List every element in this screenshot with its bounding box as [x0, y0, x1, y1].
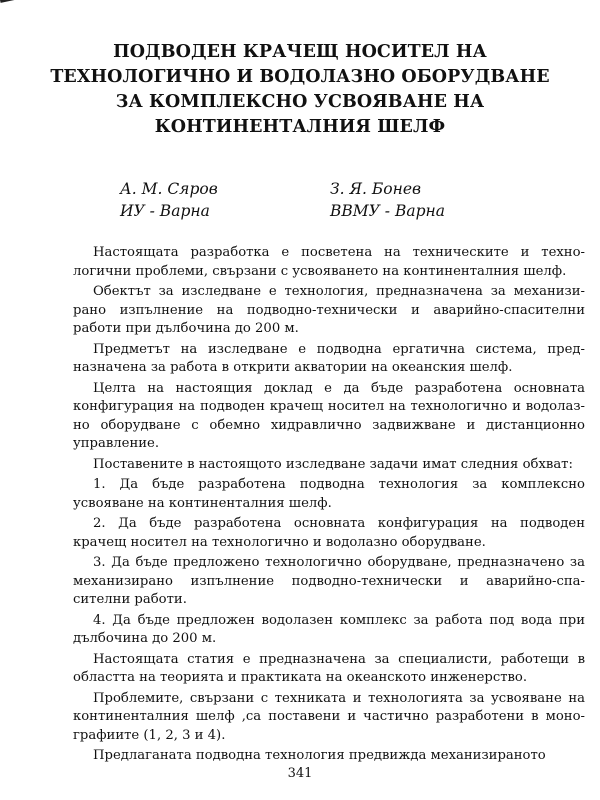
paragraph-line: Настоящата разработка е посветена на техническите и техно- — [93, 245, 585, 260]
paragraph-line: назначена за работа в открити акватории на океанския шелф. — [73, 360, 513, 375]
paragraph-line: континенталния шелф ,са поставени и частично разработени в моно- — [73, 709, 585, 724]
paragraph-line: работи при дълбочина до 200 м. — [73, 321, 299, 336]
paragraph-line: дълбочина до 200 м. — [73, 631, 217, 646]
paragraph — [73, 341, 585, 378]
paragraph-line: 4. Да бъде предложен водолазен комплекс за работа под вода при — [93, 612, 585, 628]
paragraph-line: областта на теорията и практиката на океанското инженерство. — [73, 670, 528, 685]
paragraph-line: Целта на настоящия доклад е да бъде разработена основната — [93, 380, 585, 396]
paper-title — [30, 40, 570, 140]
paragraph-line: усвояване на континенталния шелф. — [73, 495, 332, 511]
paragraph-line: но оборудване с обемно хидравлично задвижване и дистанционно — [73, 417, 585, 433]
author-name: А. М. Сяров — [120, 180, 218, 198]
scan-corner-mark — [0, 0, 19, 9]
author-name: З. Я. Бонев — [330, 180, 422, 198]
paragraph — [73, 554, 585, 610]
author-affiliation: ИУ - Варна — [120, 202, 210, 220]
paragraph-line: рано изпълнение на подводно-технически и аварийно-спасителни — [73, 302, 585, 318]
title-line: ПОДВОДЕН КРАЧЕЩ НОСИТЕЛ НА — [113, 42, 487, 62]
paragraph — [73, 651, 585, 688]
paragraph — [73, 476, 585, 513]
paragraph-line: 3. Да бъде предложено технологично оборудване, предназначено за — [93, 555, 585, 570]
paragraph — [73, 283, 585, 339]
author-1 — [120, 178, 218, 222]
paragraph — [73, 612, 585, 649]
title-line: ТЕХНОЛОГИЧНО И ВОДОЛАЗНО ОБОРУДВАНЕ — [50, 67, 550, 87]
paragraph — [73, 515, 585, 552]
title-line: ЗА КОМПЛЕКСНО УСВОЯВАНЕ НА — [115, 92, 485, 112]
paragraph-line: Настоящата статия е предназначена за специалисти, работещи в — [93, 651, 585, 667]
paragraph-line: Проблемите, свързани с техниката и технологията за усвояване на — [93, 690, 585, 706]
paragraph-line: конфигурация на подводен крачещ носител на технологично и водолаз- — [73, 399, 585, 414]
paragraph-line: Предметът на изследване е подводна ергатична система, пред- — [93, 341, 585, 357]
paragraph-line: сителни работи. — [73, 592, 187, 607]
paragraph-line: логични проблеми, свързани с усвояването на континенталния шелф. — [73, 263, 567, 279]
paragraph-line: 1. Да бъде разработена подводна технология за комплексно — [93, 477, 585, 492]
body-text — [73, 244, 585, 768]
paragraph-line: Поставените в настоящото изследване задачи имат следния обхват: — [93, 456, 573, 472]
title-line: КОНТИНЕНТАЛНИЯ ШЕЛФ — [154, 117, 446, 137]
author-2 — [330, 178, 445, 222]
paragraph-line: Обектът за изследване е технология, предназначена за механизи- — [93, 284, 585, 299]
page-number: 341 — [287, 766, 313, 781]
author-block — [120, 178, 520, 226]
paragraph-line: графиите (1, 2, 3 и 4). — [73, 727, 226, 743]
author-affiliation: ВВМУ - Варна — [330, 202, 445, 220]
paragraph-line: Предлаганата подводна технология предвижда механизираното — [93, 748, 546, 763]
paragraph — [73, 244, 585, 281]
paragraph — [73, 690, 585, 746]
paragraph-line: крачещ носител на технологично и водолазно оборудване. — [73, 534, 486, 550]
paragraph — [73, 456, 585, 475]
paragraph-line: механизирано изпълнение подводно-технически и аварийно-спа- — [73, 573, 585, 589]
paragraph-line: управление. — [73, 436, 160, 451]
paragraph — [73, 380, 585, 454]
paragraph — [73, 747, 585, 766]
paragraph-line: 2. Да бъде разработена основната конфигурация на подводен — [93, 516, 585, 531]
